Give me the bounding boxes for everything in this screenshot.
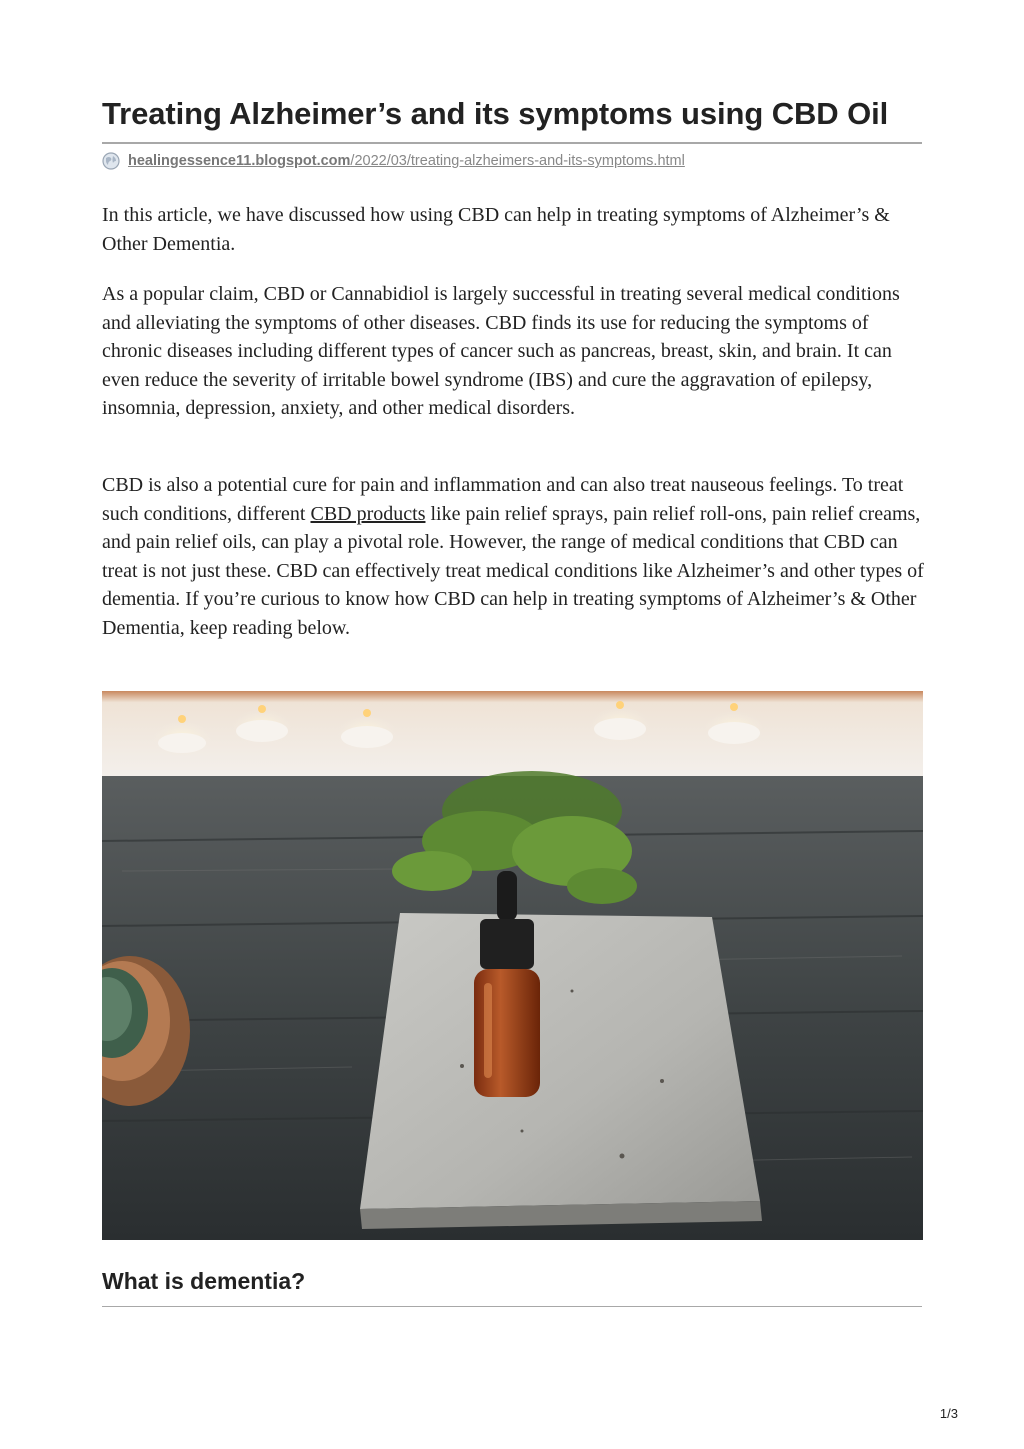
cbd-products-link[interactable]: CBD products bbox=[310, 502, 426, 525]
title-divider bbox=[102, 142, 922, 144]
source-line bbox=[102, 151, 685, 171]
article-photo bbox=[102, 691, 923, 1240]
article-title: Treating Alzheimer’s and its symptoms using CBD Oil bbox=[102, 96, 889, 131]
source-path: /2022/03/treating-alzheimers-and-its-symptoms.html bbox=[350, 153, 685, 169]
paragraph-cbd-uses bbox=[102, 471, 927, 642]
source-domain: healingessence11.blogspot.com bbox=[128, 153, 351, 169]
section-heading: What is dementia? bbox=[102, 1268, 306, 1294]
paragraph-text-end: like pain relief sprays, pain relief roll-ons, pain relief creams, and pain relief oils, can play a pivotal role. However, the range of medical conditions that CBD can treat is not just these. CBD can effectively treat medical conditions like Alzheimer’s and other types of dementia. If you’re curious to know how CBD can help in treating symptoms of Alzheimer’s & Other Dementia, keep reading below. bbox=[102, 502, 924, 639]
globe-icon bbox=[102, 152, 120, 170]
paragraph-text-start: CBD is also a potential cure for pain and inflammation and can also treat nauseous feelings. To treat such conditions, different bbox=[102, 474, 904, 525]
section-divider bbox=[102, 1306, 922, 1307]
page-number: 1/3 bbox=[939, 1406, 958, 1421]
intro-paragraph: In this article, we have discussed how using CBD can help in treating symptoms of Alzheimer’s & Other Dementia. bbox=[102, 204, 890, 255]
source-link[interactable] bbox=[128, 153, 685, 169]
paragraph-cbd-claims: As a popular claim, CBD or Cannabidiol is largely successful in treating several medical conditions and alleviating the symptoms of other diseases. CBD finds its use for reducing the symptoms of chronic diseases including different types of cancer such as pancreas, breast, skin, and brain. It can even reduce the severity of irritable bowel syndrome (IBS) and cure the aggravation of epilepsy, insomnia, depression, anxiety, and other medical disorders. bbox=[102, 283, 900, 419]
